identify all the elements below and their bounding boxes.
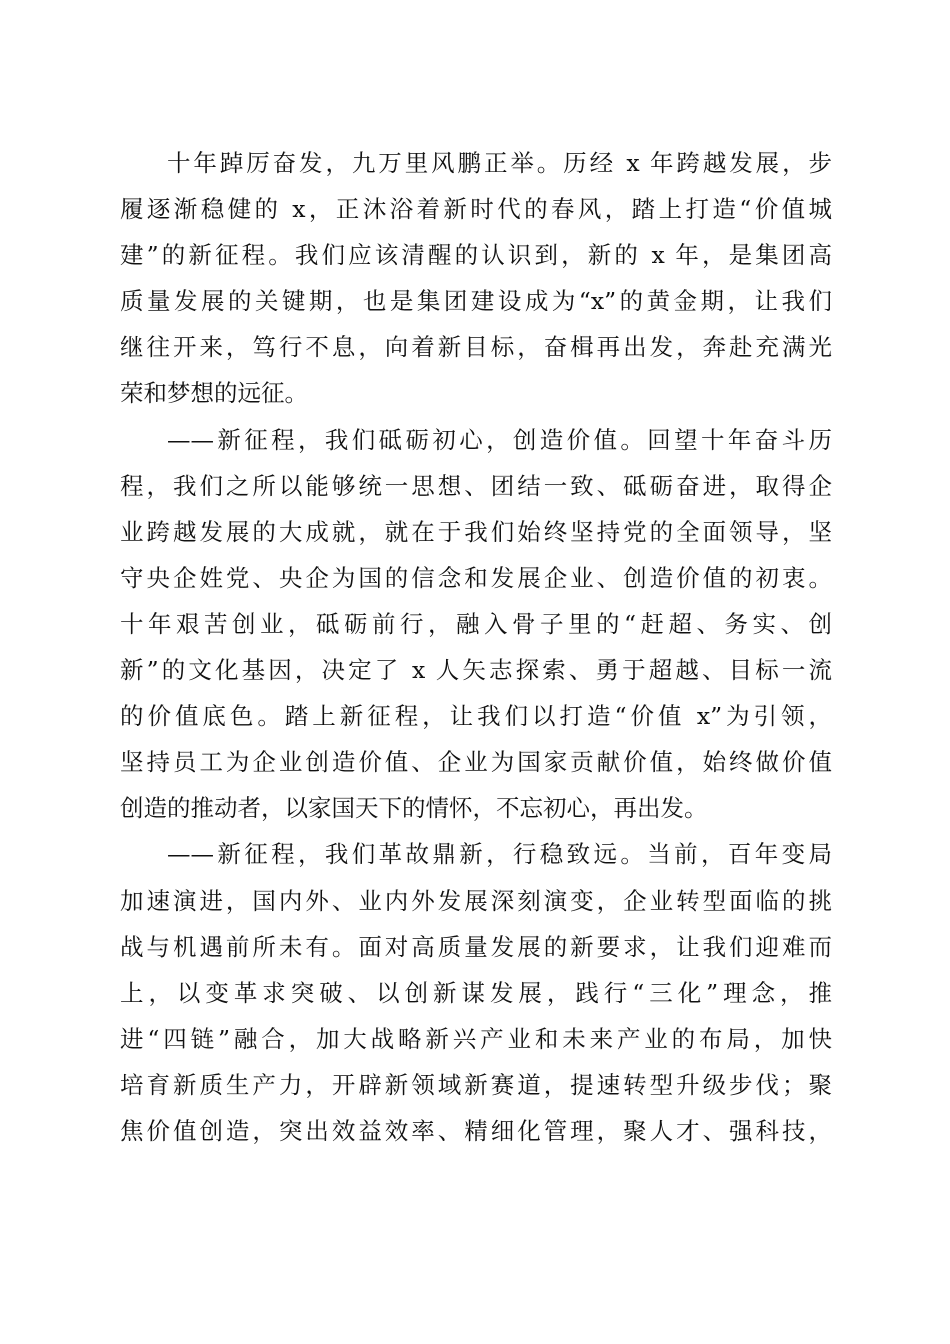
text-line: 战与机遇前所未有。面对高质量发展的新要求，让我们迎难而 (120, 932, 832, 961)
text-line: 业跨越发展的大成就，就在于我们始终坚持党的全面领导，坚 (120, 517, 832, 546)
text-line: 建”的新征程。我们应该清醒的认识到，新的 x 年，是集团高 (120, 241, 832, 270)
text-line: 上，以变革求突破、以创新谋发展，践行“三化”理念，推 (120, 978, 832, 1007)
text-line: 焦价值创造，突出效益效率、精细化管理，聚人才、强科技， (120, 1116, 832, 1145)
text-line: 培育新质生产力，开辟新领域新赛道，提速转型升级步伐；聚 (120, 1070, 832, 1099)
text-line: ——新征程，我们革故鼎新，行稳致远。当前，百年变局 (167, 840, 832, 869)
paragraph-3 (120, 831, 832, 1154)
text-line: 创造的推动者，以家国天下的情怀，不忘初心，再出发。 (120, 794, 708, 823)
text-line: 荣和梦想的远征。 (120, 379, 308, 408)
text-line: ——新征程，我们砥砺初心，创造价值。回望十年奋斗历 (167, 425, 832, 454)
text-line: 十年踔厉奋发，九万里风鹏正举。历经 x 年跨越发展，步 (167, 149, 832, 177)
text-line: 程，我们之所以能够统一思想、团结一致、砥砺奋进，取得企 (120, 471, 832, 500)
text-line: 守央企姓党、央企为国的信念和发展企业、创造价值的初衷。 (120, 563, 832, 592)
paragraph-1 (120, 140, 832, 417)
text-line: 进“四链”融合，加大战略新兴产业和未来产业的布局，加快 (120, 1024, 832, 1053)
text-line: 新”的文化基因，决定了 x 人矢志探索、勇于超越、目标一流 (120, 656, 832, 685)
text-line: 质量发展的关键期，也是集团建设成为“x”的黄金期，让我们 (120, 287, 832, 316)
text-line: 履逐渐稳健的 x，正沐浴着新时代的春风，踏上打造“价值城 (120, 195, 832, 224)
text-line: 坚持员工为企业创造价值、企业为国家贡献价值，始终做价值 (120, 748, 832, 777)
text-line: 继往开来，笃行不息，向着新目标，奋楫再出发，奔赴充满光 (120, 333, 832, 362)
text-line: 十年艰苦创业，砥砺前行，融入骨子里的“赶超、务实、创 (120, 609, 832, 638)
paragraph-2 (120, 417, 832, 832)
document-body (120, 140, 832, 1154)
text-line: 的价值底色。踏上新征程，让我们以打造“价值 x”为引领， (120, 702, 832, 731)
text-line: 加速演进，国内外、业内外发展深刻演变，企业转型面临的挑 (120, 886, 832, 915)
